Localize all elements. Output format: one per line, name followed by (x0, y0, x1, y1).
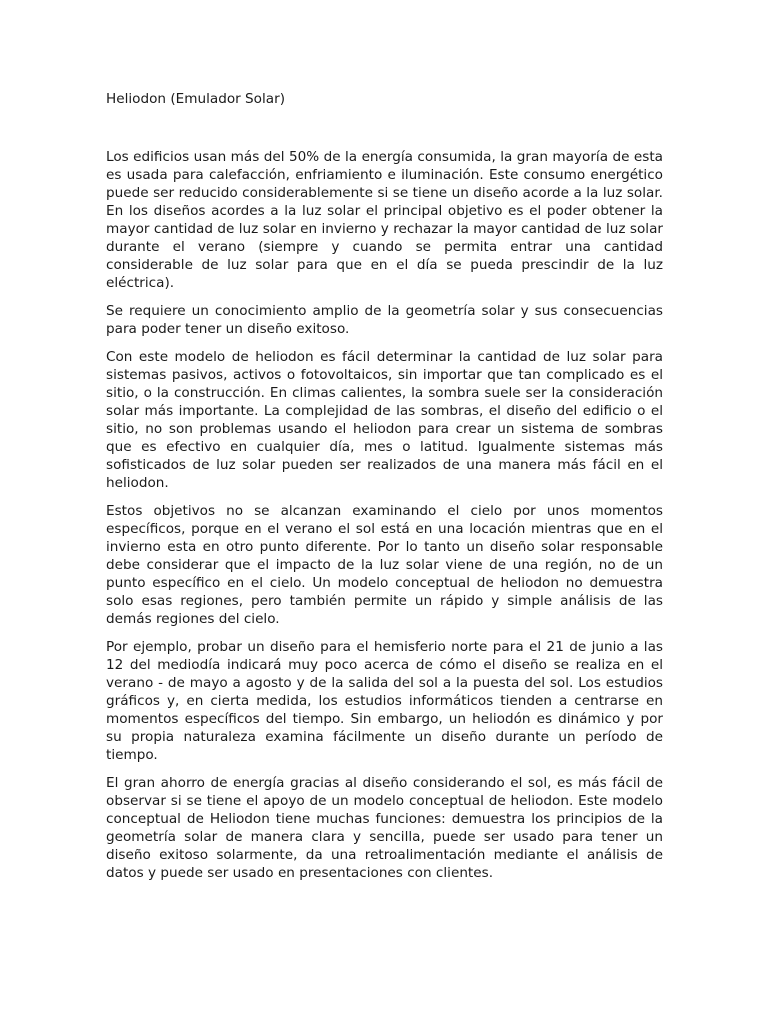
document-title: Heliodon (Emulador Solar) (106, 91, 285, 107)
paragraph-sky-regions: Estos objetivos no se alcanzan examinando el cielo por unos momentos específicos, porque en el verano el sol está en una locación mientras que en el invierno esta en otro punto diferente. Por lo tanto un diseño solar responsable debe considerar que el impacto de la luz solar viene de una región, no de un punto específico en el cielo. Un modelo conceptual de heliodon no demuestra solo esas regiones, pero también permite un rápido y simple análisis de las demás regiones del cielo. (106, 503, 663, 627)
paragraph-energy-savings: El gran ahorro de energía gracias al diseño considerando el sol, es más fácil de observar si se tiene el apoyo de un modelo conceptual de heliodon. Este modelo conceptual de Heliodon tiene muchas funciones: demuestra los principios de la geometría solar de manera clara y sencilla, puede ser usado para tener un diseño exitoso solarmente, da una retroalimentación mediante el análisis de datos y puede ser usado en presentaciones con clientes. (106, 775, 663, 881)
paragraph-example: Por ejemplo, probar un diseño para el hemisferio norte para el 21 de junio a las 12 del mediodía indicará muy poco acerca de cómo el diseño se realiza en el verano - de mayo a agosto y de la salida del sol a la puesta del sol. Los estudios gráficos y, en cierta medida, los estudios informáticos tienden a centrarse en momentos específicos del tiempo. Sin embargo, un heliodón es dinámico y por su propia naturaleza examina fácilmente un diseño durante un período de tiempo. (106, 639, 663, 763)
paragraph-heliodon-model: Con este modelo de heliodon es fácil determinar la cantidad de luz solar para sistemas pasivos, activos o fotovoltaicos, sin importar que tan complicado es el sitio, o la construcción. En climas calientes, la sombra suele ser la consideración solar más importante. La complejidad de las sombras, el diseño del edificio o el sitio, no son problemas usando el heliodon para crear un sistema de sombras que es efectivo en cualquier día, mes o latitud. Igualmente sistemas más sofisticados de luz solar pueden ser realizados de una manera más fácil en el heliodon. (106, 349, 663, 491)
paragraph-solar-geometry: Se requiere un conocimiento amplio de la geometría solar y sus consecuencias para poder tener un diseño exitoso. (106, 303, 663, 337)
document-page (106, 90, 663, 892)
paragraph-energy-consumption: Los edificios usan más del 50% de la energía consumida, la gran mayoría de esta es usada para calefacción, enfriamiento e iluminación. Este consumo energético puede ser reducido considerablemente si se tiene un diseño acorde a la luz solar. En los diseños acordes a la luz solar el principal objetivo es el poder obtener la mayor cantidad de luz solar en invierno y rechazar la mayor cantidad de luz solar durante el verano (siempre y cuando se permita entrar una cantidad considerable de luz solar para que en el día se pueda prescindir de la luz eléctrica). (106, 149, 663, 291)
